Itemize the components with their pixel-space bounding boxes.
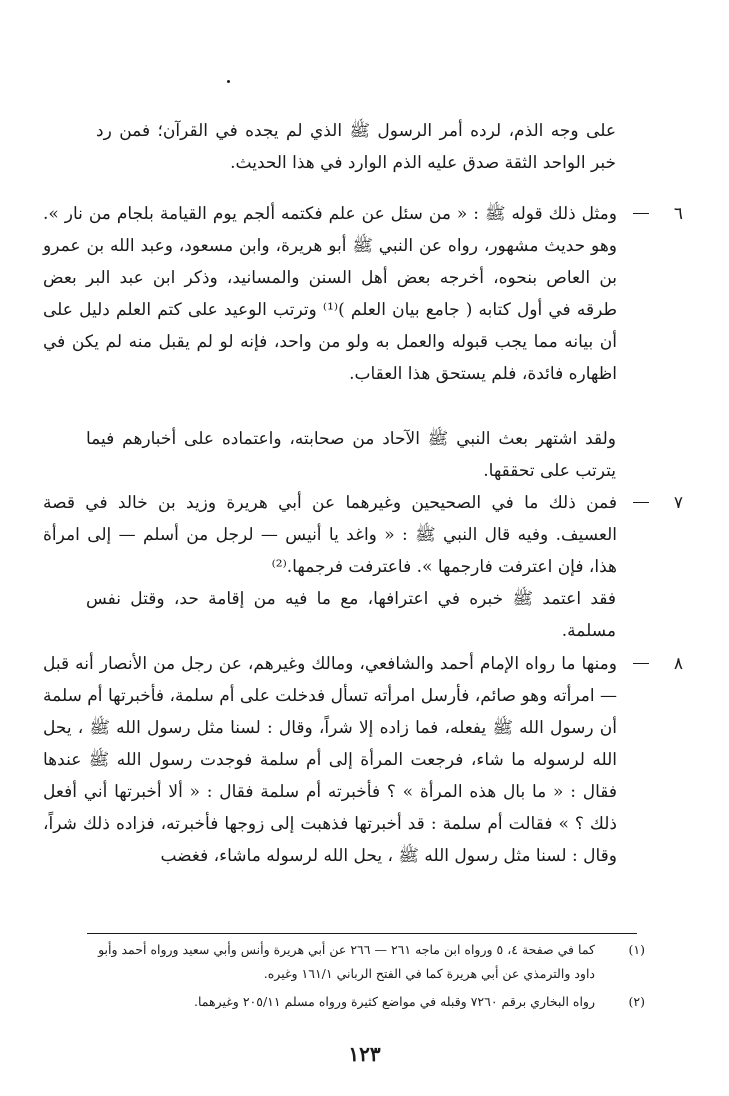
item-number: ٧ — [673, 493, 683, 513]
footnote-text: كما في صفحة ٤، ٥ ورواه ابن ماجه ٢٦١ — ٢٦٦ عن أبي هريرة وأنس وأبي سعيد ورواه أحمد وأبو داود والترمذي عن أبي هريرة كما في الفتح الرباني ١٦١/١ وغيره. — [98, 942, 595, 981]
paragraph-after-7: فقد اعتمد ﷺ خبره في اعترافها، مع ما فيه من إقامة حد، وقتل نفس مسلمة. — [86, 589, 616, 641]
footnote-1 — [85, 938, 645, 986]
footnote-number: (٢) — [628, 994, 645, 1009]
paragraph-after-6: ولقد اشتهر بعث النبي ﷺ الآحاد من صحابته، واعتماده على أخبارهم فيما يترتب على تحققها. — [86, 429, 616, 481]
item-text: ومثل ذلك قوله ﷺ : « من سئل عن علم فكتمه ألجم يوم القيامة بلجام من نار ». وهو حديث مشهور، رواه عن النبي ﷺ أبو هريرة، وابن مسعود، وعبد الله بن عمرو بن العاص بنحوه، أخرجه بعض أهل السنن والمسانيد، وذكر ابن عبد البر بعض طرقه في أول كتابه ( جامع بيان العلم )⁽¹⁾ وترتب الوعيد على كتم العلم دليل على أن بيانه مما يجب قبوله والعمل به ولو من واحد، فإنه لو لم يقبل منه لم يكن في اظهاره فائدة، فلم يستحق هذا العقاب. — [43, 204, 618, 384]
footnote-2 — [85, 990, 645, 1014]
item-number: ٦ — [673, 204, 683, 224]
numbered-item-6 — [43, 198, 683, 390]
item-number: ٨ — [673, 654, 683, 674]
item-text: ومنها ما رواه الإمام أحمد والشافعي، ومالك وغيرهم، عن رجل من الأنصار أنه قبل — امرأته وهو صائم، فأرسل امرأته تسأل فدخلت على أم سلمة، فأخبرتها أم سلمة أن رسول الله ﷺ يفعله، فما زاده إلا شراً، وقال : لسنا مثل رسول الله ﷺ ، يحل الله لرسوله ما شاء، فرجعت المرأة إلى أم سلمة فوجدت رسول الله ﷺ عندها فقال : « ما بال هذه المرأة » ؟ فأخبرته أم سلمة فقال : « ألا أخبرتها أني أفعل ذلك ؟ » فقالت أم سلمة : قد أخبرتها فذهبت إلى زوجها فأخبرته، فزاده ذلك شراً، وقال : لسنا مثل رسول الله ﷺ ، يحل الله لرسوله ماشاء، فغضب — [43, 654, 617, 866]
intro-paragraph: على وجه الذم، لرده أمر الرسول ﷺ الذي لم يجده في القرآن؛ فمن رد خبر الواحد الثقة صدق عليه الذم الوارد في هذا الحديث. — [96, 121, 616, 173]
page-number: ١٢٣ — [348, 1042, 381, 1066]
footnote-separator — [87, 933, 637, 934]
numbered-item-7 — [43, 487, 683, 583]
ink-dot — [227, 80, 230, 83]
footnote-number: (١) — [628, 942, 645, 957]
item-dash — [633, 663, 649, 664]
item-dash — [633, 502, 649, 503]
numbered-item-8 — [43, 648, 683, 872]
item-dash — [633, 213, 649, 214]
item-text: فمن ذلك ما في الصحيحين وغيرهما عن أبي هريرة وزيد بن خالد في قصة العسيف. وفيه قال النبي ﷺ : « واغد يا أنيس — لرجل من أسلم — إلى امرأة هذا، فإن اعترفت فارجمها ». فاعترفت فرجمها.⁽²⁾ — [43, 493, 617, 577]
footnote-text: رواه البخاري برقم ٧٢٦٠ وقبله في مواضع كثيرة ورواه مسلم ٢٠٥/١١ وغيرهما. — [193, 994, 595, 1009]
